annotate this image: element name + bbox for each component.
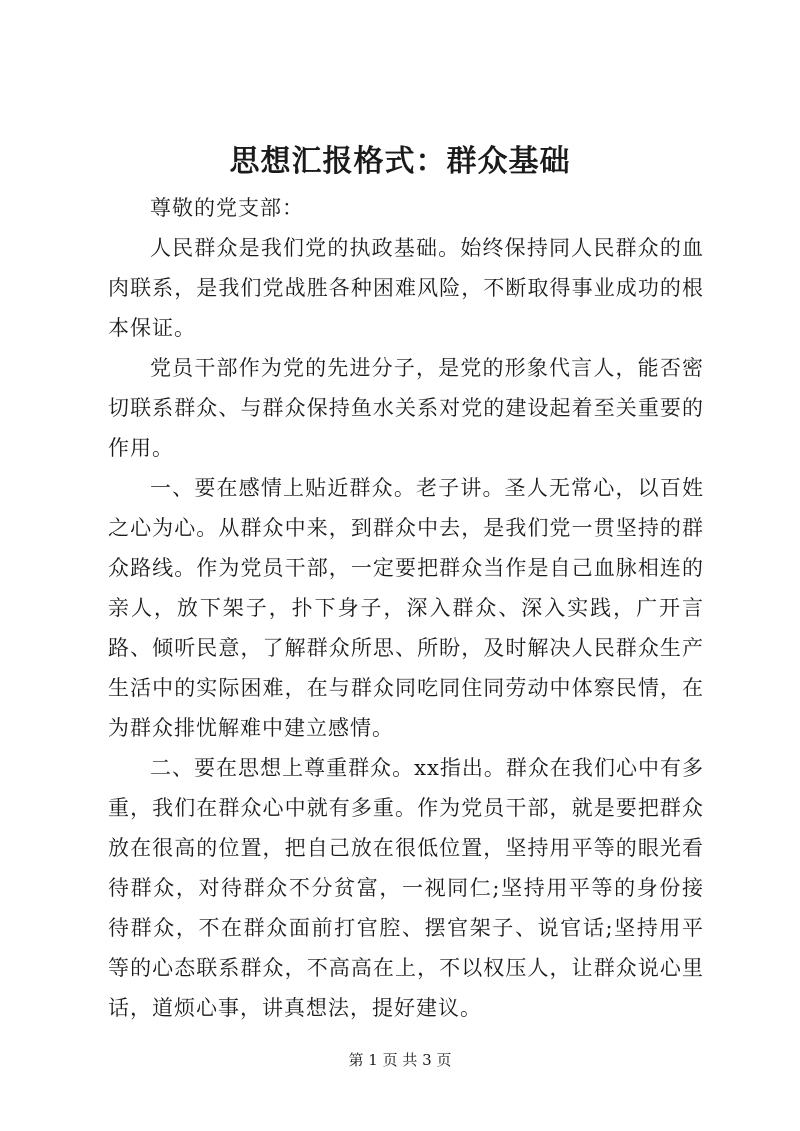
page-footer: 第 1 页 共 3 页	[348, 1051, 452, 1069]
document-title: 思想汇报格式：群众基础	[229, 144, 571, 179]
paragraph: 人民群众是我们党的执政基础。始终保持同人民群众的血肉联系，是我们党战胜各种困难风险，不断取得事业成功的根本保证。	[108, 236, 704, 340]
document-body	[108, 188, 704, 1028]
paragraph: 党员干部作为党的先进分子，是党的形象代言人，能否密切联系群众、与群众保持鱼水关系对党的建设起着至关重要的作用。	[108, 356, 704, 460]
paragraph: 一、要在感情上贴近群众。老子讲。圣人无常心，以百姓之心为心。从群众中来，到群众中去，是我们党一贯坚持的群众路线。作为党员干部，一定要把群众当作是自己血脉相连的亲人，放下架子，扑下身子，深入群众、深入实践，广开言路、倾听民意，了解群众所思、所盼，及时解决人民群众生产生活中的实际困难，在与群众同吃同住同劳动中体察民情，在为群众排忧解难中建立感情。	[108, 476, 704, 740]
paragraph: 二、要在思想上尊重群众。xx指出。群众在我们心中有多重，我们在群众心中就有多重。作为党员干部，就是要把群众放在很高的位置，把自己放在很低位置，坚持用平等的眼光看待群众，对待群众不分贫富，一视同仁;坚持用平等的身份接待群众，不在群众面前打官腔、摆官架子、说官话;坚持用平等的心态联系群众，不高高在上，不以权压人，让群众说心里话，道烦心事，讲真想法，提好建议。	[108, 756, 704, 1020]
salutation: 尊敬的党支部：	[150, 196, 304, 220]
